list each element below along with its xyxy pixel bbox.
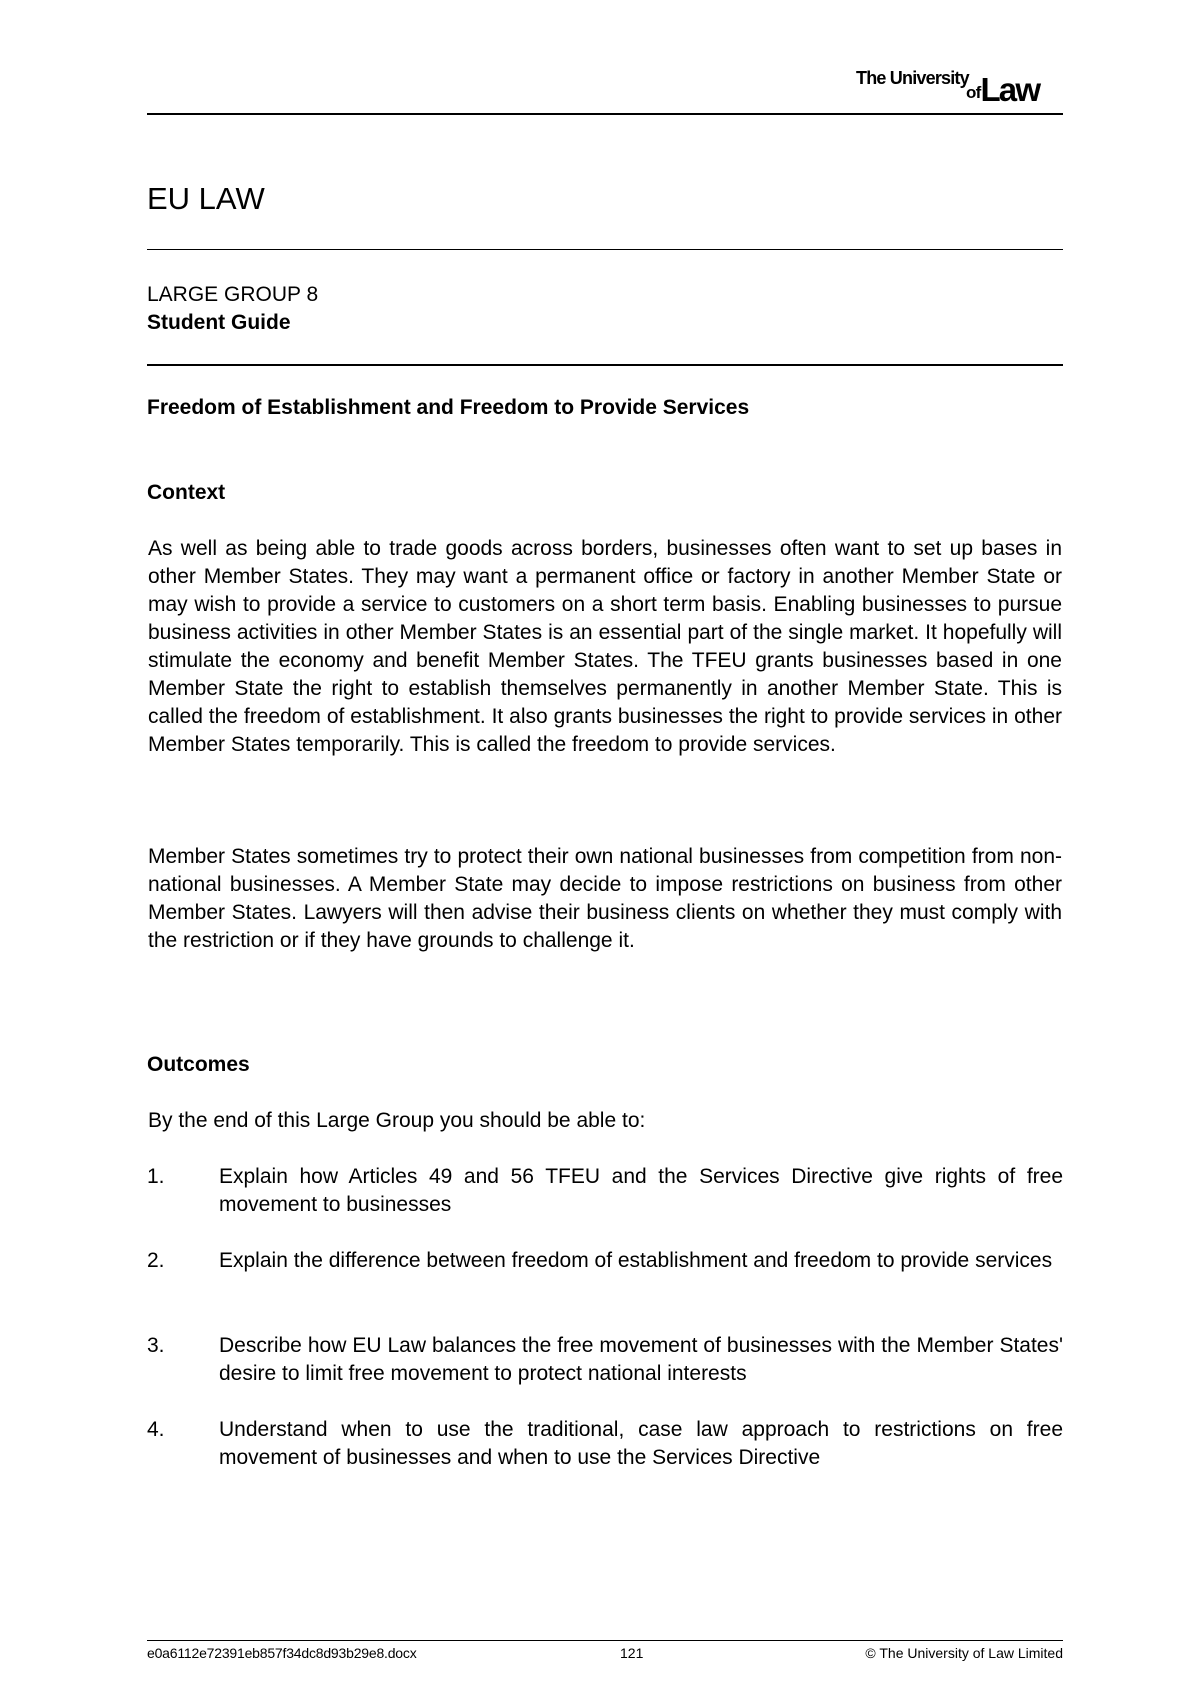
footer-page-number: 121 [620, 1645, 644, 1661]
subtitle-divider [147, 364, 1063, 366]
title-divider [147, 249, 1063, 250]
context-heading: Context [147, 481, 226, 504]
session-label: LARGE GROUP 8 [147, 283, 319, 306]
logo-of: of [966, 83, 981, 102]
outcome-text: Understand when to use the traditional, case law approach to restrictions on free movement of businesses and when to use the Services Directive [219, 1418, 1063, 1469]
document-title: EU LAW [147, 181, 265, 216]
university-logo [850, 64, 1065, 106]
logo-line2 [966, 71, 1040, 108]
outcome-number: 4. [147, 1418, 165, 1441]
header-divider [147, 113, 1063, 115]
logo-law: Law [980, 71, 1040, 108]
outcome-text: Explain how Articles 49 and 56 TFEU and the Services Directive give rights of free movement to businesses [219, 1165, 1063, 1216]
outcome-number: 3. [147, 1334, 165, 1357]
footer-filename: e0a6112e72391eb857f34dc8d93b29e8.docx [147, 1645, 417, 1661]
topic-heading: Freedom of Establishment and Freedom to Provide Services [147, 396, 750, 419]
outcome-number: 2. [147, 1249, 165, 1272]
logo-line1: The University [856, 68, 969, 88]
footer-copyright: © The University of Law Limited [865, 1645, 1063, 1661]
outcomes-intro: By the end of this Large Group you should be able to: [148, 1109, 646, 1132]
outcomes-heading: Outcomes [147, 1053, 250, 1076]
outcome-text: Explain the difference between freedom of establishment and freedom to provide services [219, 1249, 1053, 1272]
footer-divider [147, 1640, 1063, 1641]
context-paragraph-1: As well as being able to trade goods across borders, businesses often want to set up bases in other Member States. They may want a permanent office or factory in another Member State or may wish to provide a service to customers on a short term basis. Enabling businesses to pursue business activities in other Member States is an essential part of the single market. It hopefully will stimulate the economy and benefit Member States. The TFEU grants businesses based in one Member State the right to establish themselves permanently in another Member State. This is called the freedom of establishment. It also grants businesses the right to provide services in other Member States temporarily. This is called the freedom to provide services. [148, 537, 1062, 756]
outcome-number: 1. [147, 1165, 165, 1188]
outcome-text: Describe how EU Law balances the free movement of businesses with the Member States' desire to limit free movement to protect national interests [219, 1334, 1063, 1385]
context-paragraph-2: Member States sometimes try to protect their own national businesses from competition from non-national businesses. A Member State may decide to impose restrictions on business from other Member States. Lawyers will then advise their business clients on whether they must comply with the restriction or if they have grounds to challenge it. [148, 845, 1062, 952]
guide-label: Student Guide [147, 311, 291, 334]
